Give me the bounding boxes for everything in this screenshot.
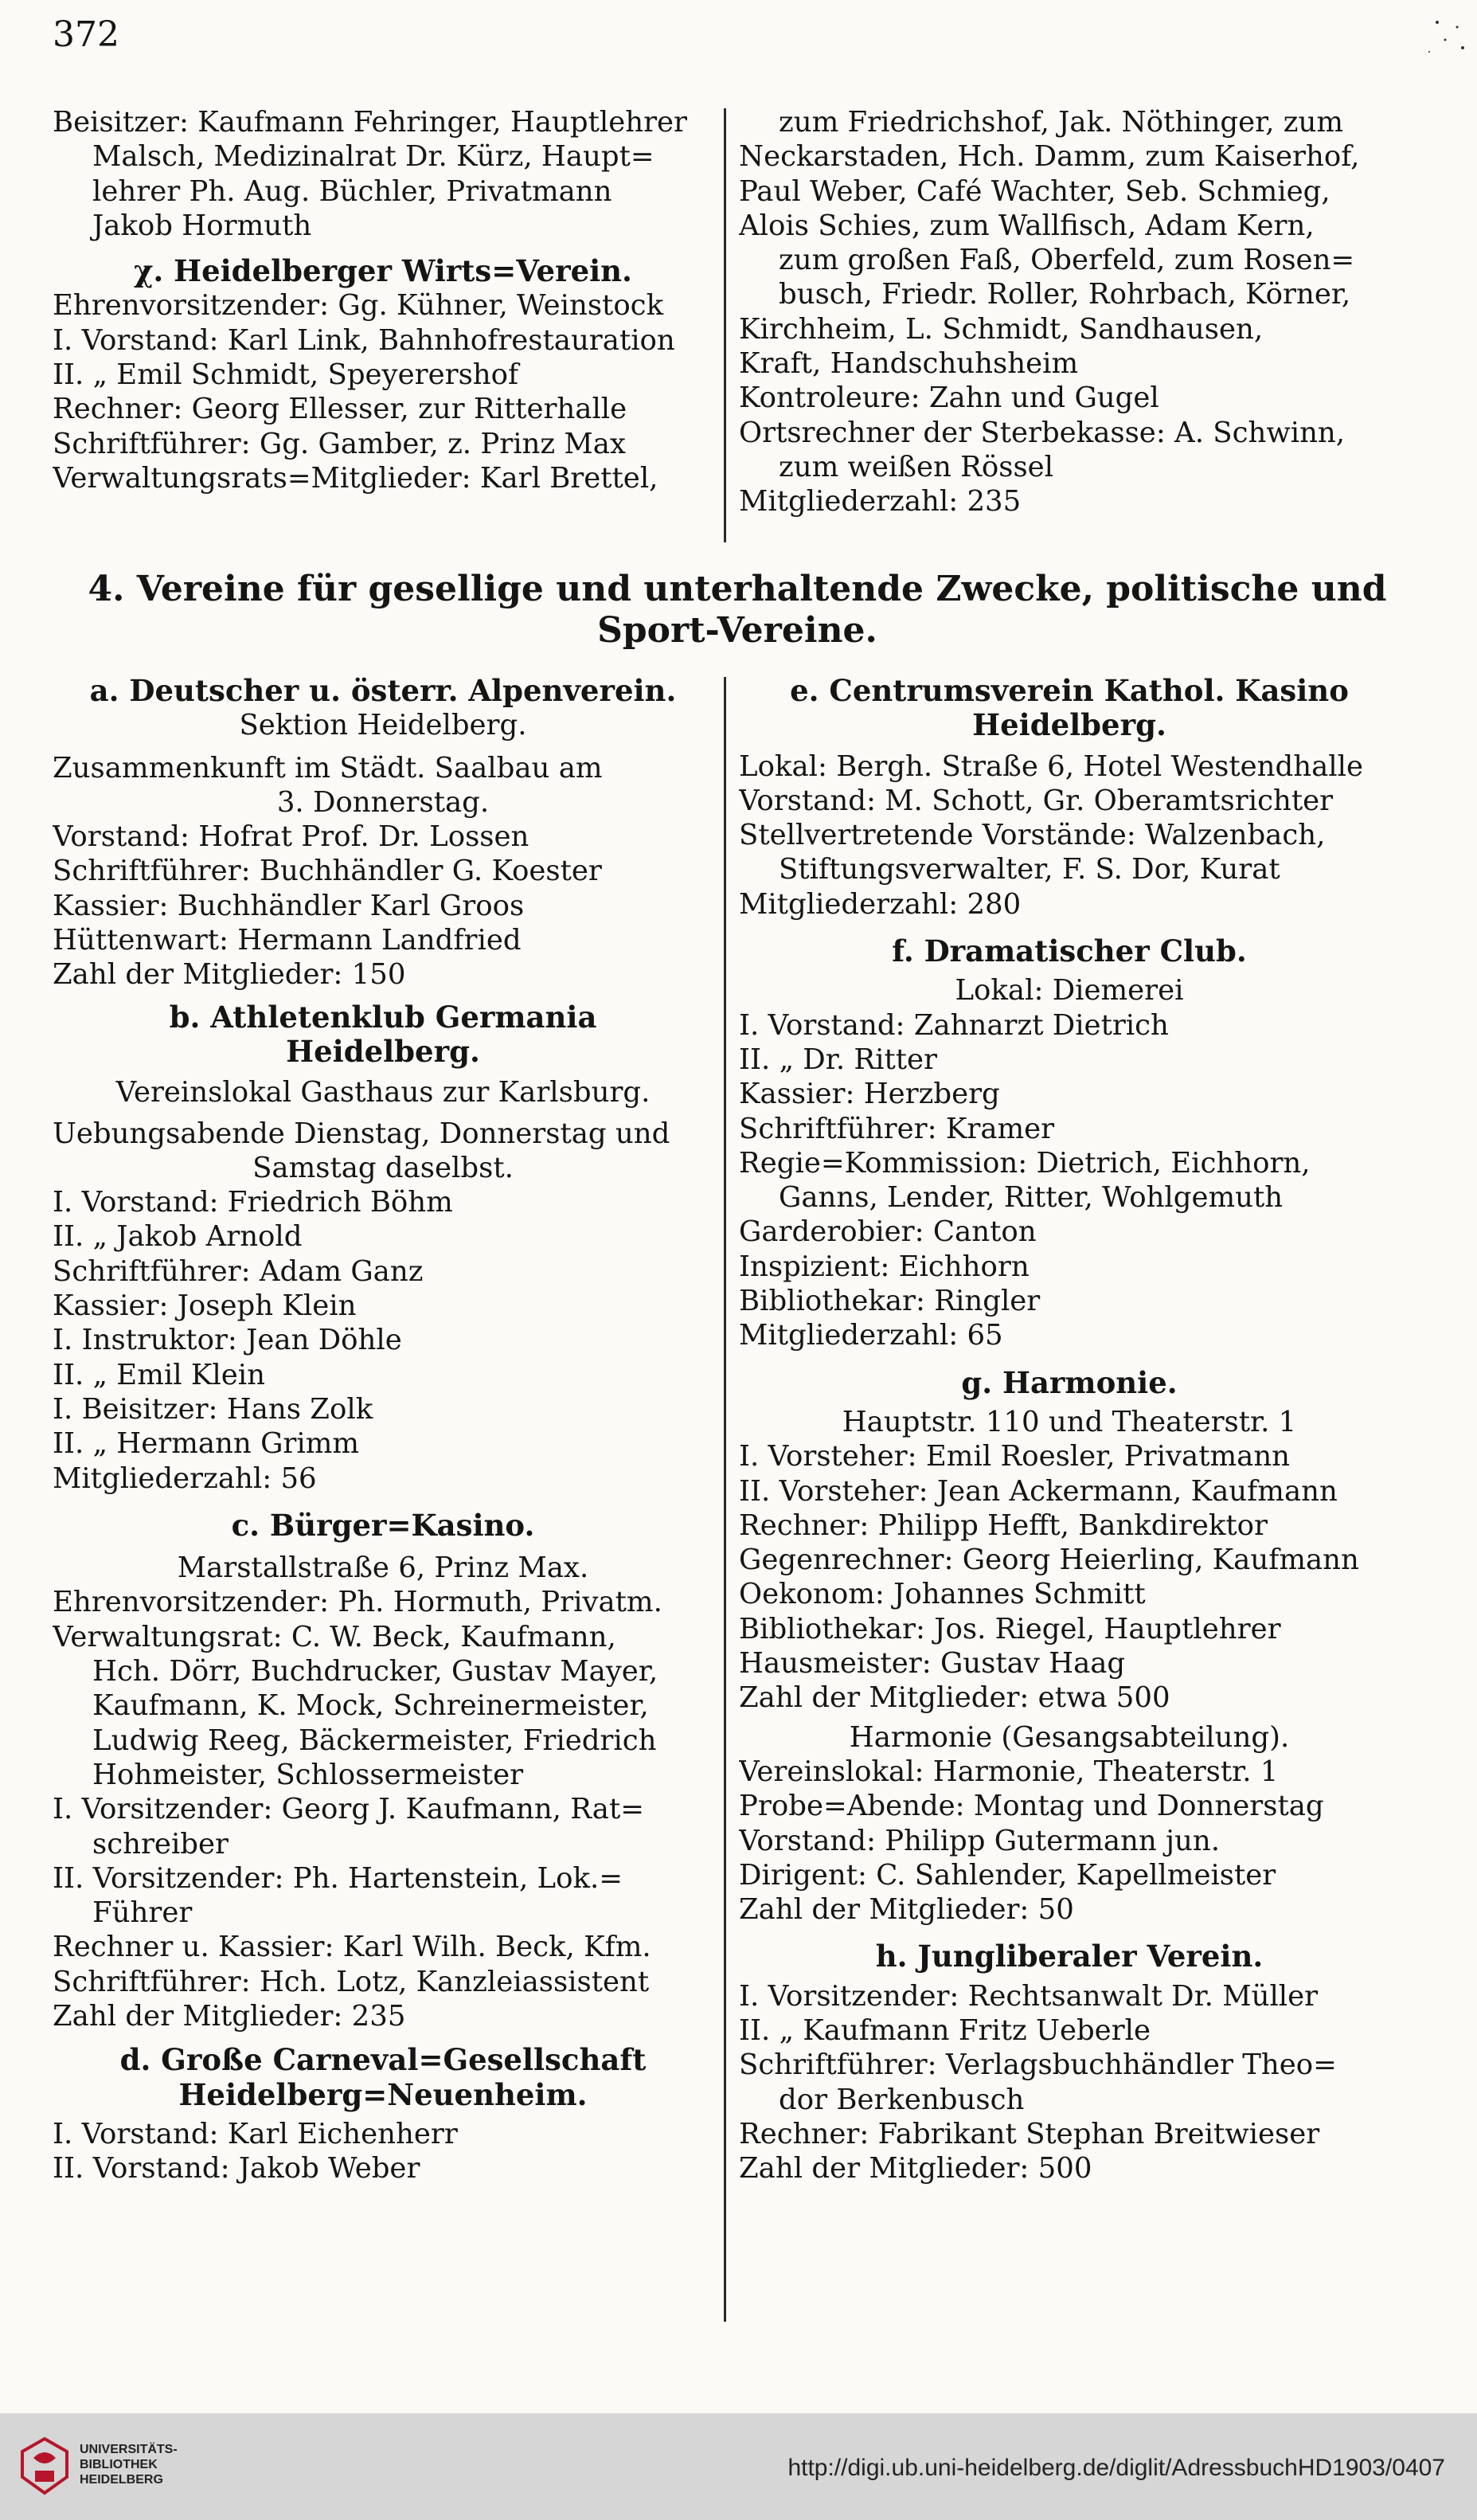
text-line: Lokal: Bergh. Straße 6, Hotel Westendhalle xyxy=(739,749,1363,783)
text-line: II. „ Jakob Arnold xyxy=(53,1220,303,1254)
jungliberaler-verein-title: h. Jungliberaler Verein. xyxy=(875,1939,1264,1974)
text-line: Hausmeister: Gustav Haag xyxy=(739,1647,1126,1681)
text-line: Ehrenvorsitzender: Gg. Kühner, Weinstock xyxy=(53,289,664,323)
section-heading xyxy=(53,569,1422,652)
text-line: Kontroleure: Zahn und Gugel xyxy=(739,382,1159,415)
text-line: II. „ Emil Klein xyxy=(53,1358,265,1391)
university-seal-icon xyxy=(18,2436,72,2496)
text-line: Hohmeister, Schlossermeister xyxy=(92,1758,524,1791)
text-line: II. Vorsitzender: Ph. Hartenstein, Lok.= xyxy=(53,1861,623,1895)
text-line: Rechner: Philipp Hefft, Bankdirektor xyxy=(739,1508,1268,1542)
text-line: Bibliothekar: Ringler xyxy=(739,1285,1041,1318)
text-line: I. Instruktor: Jean Döhle xyxy=(53,1324,402,1357)
text-line: lehrer Ph. Aug. Büchler, Privatmann xyxy=(92,174,612,208)
text-line: Oekonom: Johannes Schmitt xyxy=(739,1578,1146,1611)
harmonie-gesang-subheading: Harmonie (Gesangsabteilung). xyxy=(849,1720,1290,1754)
text-line: Ludwig Reeg, Bäckermeister, Friedrich xyxy=(92,1724,657,1757)
text-line: I. Vorsitzender: Georg J. Kaufmann, Rat= xyxy=(53,1793,644,1826)
text-line: Regie=Kommission: Dietrich, Eichhorn, xyxy=(739,1146,1311,1180)
text-line: Mitgliederzahl: 56 xyxy=(53,1462,317,1495)
text-line: Vereinslokal: Harmonie, Theaterstr. 1 xyxy=(739,1755,1279,1788)
library-name-line2: BIBLIOTHEK xyxy=(80,2458,158,2471)
text-line: Zahl der Mitglieder: etwa 500 xyxy=(739,1681,1170,1715)
text-line: I. Vorstand: Friedrich Böhm xyxy=(53,1186,453,1219)
athletenklub-title: b. Athletenklub Germania xyxy=(169,1000,597,1035)
text-line: Alois Schies, zum Wallfisch, Adam Kern, xyxy=(739,209,1315,242)
text-line: Sektion Heidelberg. xyxy=(239,709,527,742)
section-heading-line2: Sport-Vereine. xyxy=(597,610,877,651)
text-line: II. Vorstand: Jakob Weber xyxy=(53,2152,420,2185)
text-line: Kassier: Joseph Klein xyxy=(53,1289,357,1323)
text-line: I. Beisitzer: Hans Zolk xyxy=(53,1392,373,1426)
text-line: Schriftführer: Hch. Lotz, Kanzleiassistent xyxy=(53,1965,650,1998)
text-line: Schriftführer: Gg. Gamber, z. Prinz Max xyxy=(53,427,626,460)
text-line: Hch. Dörr, Buchdrucker, Gustav Mayer, xyxy=(92,1655,658,1688)
text-line: Schriftführer: Buchhändler G. Koester xyxy=(53,855,602,888)
carneval-gesellschaft-title: d. Große Carneval=Gesellschaft xyxy=(119,2043,647,2078)
text-line: I. Vorstand: Zahnarzt Dietrich xyxy=(739,1008,1169,1042)
text-line: Kassier: Herzberg xyxy=(739,1078,1000,1111)
text-line: Hauptstr. 110 und Theaterstr. 1 xyxy=(842,1405,1297,1438)
harmonie-title: g. Harmonie. xyxy=(961,1365,1178,1400)
centrumsverein-title-cont: Heidelberg. xyxy=(972,708,1166,743)
text-line: Zahl der Mitglieder: 500 xyxy=(739,2152,1092,2185)
text-line: 3. Donnerstag. xyxy=(276,785,490,819)
library-name-line1: UNIVERSITÄTS- xyxy=(80,2443,178,2456)
text-line: Beisitzer: Kaufmann Fehringer, Hauptlehrer xyxy=(53,106,688,139)
text-line: II. „ Hermann Grimm xyxy=(53,1427,360,1461)
text-line: Zusammenkunft im Städt. Saalbau am xyxy=(53,751,603,785)
text-line: Zahl der Mitglieder: 235 xyxy=(53,1999,406,2033)
athletenklub-title-cont: Heidelberg. xyxy=(286,1034,480,1069)
text-line: Bibliothekar: Jos. Riegel, Hauptlehrer xyxy=(739,1612,1281,1645)
text-line: I. Vorsteher: Emil Roesler, Privatmann xyxy=(739,1440,1291,1473)
text-line: Ortsrechner der Sterbekasse: A. Schwinn, xyxy=(739,416,1346,449)
text-line: Gegenrechner: Georg Heierling, Kaufmann xyxy=(739,1544,1359,1577)
text-line: Verwaltungsrats=Mitglieder: Karl Brettel, xyxy=(53,461,658,495)
column-divider-top xyxy=(724,108,726,542)
text-line: II. „ Dr. Ritter xyxy=(739,1043,937,1076)
right-column-top xyxy=(739,105,1400,519)
text-line: Mitgliederzahl: 280 xyxy=(739,887,1022,921)
text-line: Stiftungsverwalter, F. S. Dor, Kurat xyxy=(779,853,1280,886)
text-line: Mitgliederzahl: 235 xyxy=(739,485,1022,518)
text-line: Paul Weber, Café Wachter, Seb. Schmieg, xyxy=(739,174,1330,208)
text-line: Schriftführer: Adam Ganz xyxy=(53,1254,424,1288)
text-line: Ehrenvorsitzender: Ph. Hormuth, Privatm. xyxy=(53,1586,662,1619)
text-line: Vereinslokal Gasthaus zur Karlsburg. xyxy=(115,1076,651,1109)
dramatischer-club-title: f. Dramatischer Club. xyxy=(892,934,1247,969)
text-line: zum großen Faß, Oberfeld, zum Rosen= xyxy=(779,244,1355,277)
text-line: Dirigent: C. Sahlender, Kapellmeister xyxy=(739,1858,1276,1892)
text-line: schreiber xyxy=(92,1827,229,1861)
scan-specks-icon xyxy=(1421,16,1469,64)
left-column-bottom xyxy=(53,674,713,2185)
section-heading-line1: 4. Vereine für gesellige und unterhaltende Zwecke, politische und xyxy=(88,569,1387,609)
text-line: Hüttenwart: Hermann Landfried xyxy=(53,924,522,957)
centrumsverein-title: e. Centrumsverein Kathol. Kasino xyxy=(790,674,1349,708)
text-line: Schriftführer: Verlagsbuchhändler Theo= xyxy=(739,2048,1337,2082)
text-line: Rechner: Georg Ellesser, zur Ritterhalle xyxy=(53,393,627,426)
page-number: 372 xyxy=(53,14,119,55)
text-line: Rechner: Fabrikant Stephan Breitwieser xyxy=(739,2117,1320,2150)
text-line: II. „ Emil Schmidt, Speyerershof xyxy=(53,358,519,392)
text-line: Verwaltungsrat: C. W. Beck, Kaufmann, xyxy=(53,1620,616,1653)
text-line: Rechner u. Kassier: Karl Wilh. Beck, Kfm. xyxy=(53,1931,651,1964)
text-line: Samstag daselbst. xyxy=(252,1151,514,1184)
column-divider-bottom xyxy=(724,677,726,2322)
text-line: I. Vorstand: Karl Link, Bahnhofrestauration xyxy=(53,323,675,357)
text-line: Kraft, Handschuhsheim xyxy=(739,347,1079,381)
library-name-line3: HEIDELBERG xyxy=(80,2473,163,2487)
text-line: Garderobier: Canton xyxy=(739,1215,1037,1249)
text-line: Schriftführer: Kramer xyxy=(739,1112,1055,1145)
text-line: Kassier: Buchhändler Karl Groos xyxy=(53,889,525,922)
text-line: II. „ Kaufmann Fritz Ueberle xyxy=(739,2013,1151,2047)
text-line: Mitgliederzahl: 65 xyxy=(739,1319,1003,1352)
text-line: Stellvertretende Vorstände: Walzenbach, xyxy=(739,819,1326,852)
text-line: Probe=Abende: Montag und Donnerstag xyxy=(739,1790,1324,1823)
text-line: Uebungsabende Dienstag, Donnerstag und xyxy=(53,1117,670,1150)
text-line: Kaufmann, K. Mock, Schreinermeister, xyxy=(92,1689,649,1723)
text-line: Malsch, Medizinalrat Dr. Kürz, Haupt= xyxy=(92,140,654,174)
text-line: Zahl der Mitglieder: 50 xyxy=(739,1893,1074,1927)
text-line: Vorstand: Hofrat Prof. Dr. Lossen xyxy=(53,820,529,854)
buerger-kasino-title: c. Bürger=Kasino. xyxy=(231,1508,535,1543)
text-line: dor Berkenbusch xyxy=(779,2083,1025,2116)
text-line: Lokal: Diemerei xyxy=(955,974,1184,1008)
text-line: Vorstand: Philipp Gutermann jun. xyxy=(739,1824,1221,1857)
text-line: Inspizient: Eichhorn xyxy=(739,1250,1030,1283)
text-line: I. Vorstand: Karl Eichenherr xyxy=(53,2117,458,2150)
text-line: Kirchheim, L. Schmidt, Sandhausen, xyxy=(739,312,1264,346)
text-line: Neckarstaden, Hch. Damm, zum Kaiserhof, xyxy=(739,140,1360,174)
right-column-bottom xyxy=(739,674,1400,2185)
text-line: Ganns, Lender, Ritter, Wohlgemuth xyxy=(779,1181,1284,1215)
wirts-verein-title: χ. Heidelberger Wirts=Verein. xyxy=(134,254,632,289)
carneval-gesellschaft-title-cont: Heidelberg=Neuenheim. xyxy=(178,2077,588,2112)
text-line: Zahl der Mitglieder: 150 xyxy=(53,958,406,992)
text-line: II. Vorsteher: Jean Ackermann, Kaufmann xyxy=(739,1474,1338,1508)
text-line: I. Vorsitzender: Rechtsanwalt Dr. Müller xyxy=(739,1979,1319,2013)
text-line: busch, Friedr. Roller, Rohrbach, Körner, xyxy=(779,278,1351,311)
text-line: Vorstand: M. Schott, Gr. Oberamtsrichter xyxy=(739,784,1334,817)
text-line: Führer xyxy=(92,1896,193,1930)
left-column-top xyxy=(53,105,713,495)
text-line: zum weißen Rössel xyxy=(779,450,1054,483)
library-name xyxy=(80,2442,178,2487)
alpenverein-title: a. Deutscher u. österr. Alpenverein. xyxy=(89,674,677,708)
text-line: Jakob Hormuth xyxy=(92,209,312,242)
source-url-link[interactable]: http://digi.ub.uni-heidelberg.de/diglit/AdressbuchHD1903/0407 xyxy=(787,2455,1445,2481)
footer-bar xyxy=(0,2413,1477,2520)
text-line: Marstallstraße 6, Prinz Max. xyxy=(177,1552,589,1585)
text-line: zum Friedrichshof, Jak. Nöthinger, zum xyxy=(779,106,1344,139)
